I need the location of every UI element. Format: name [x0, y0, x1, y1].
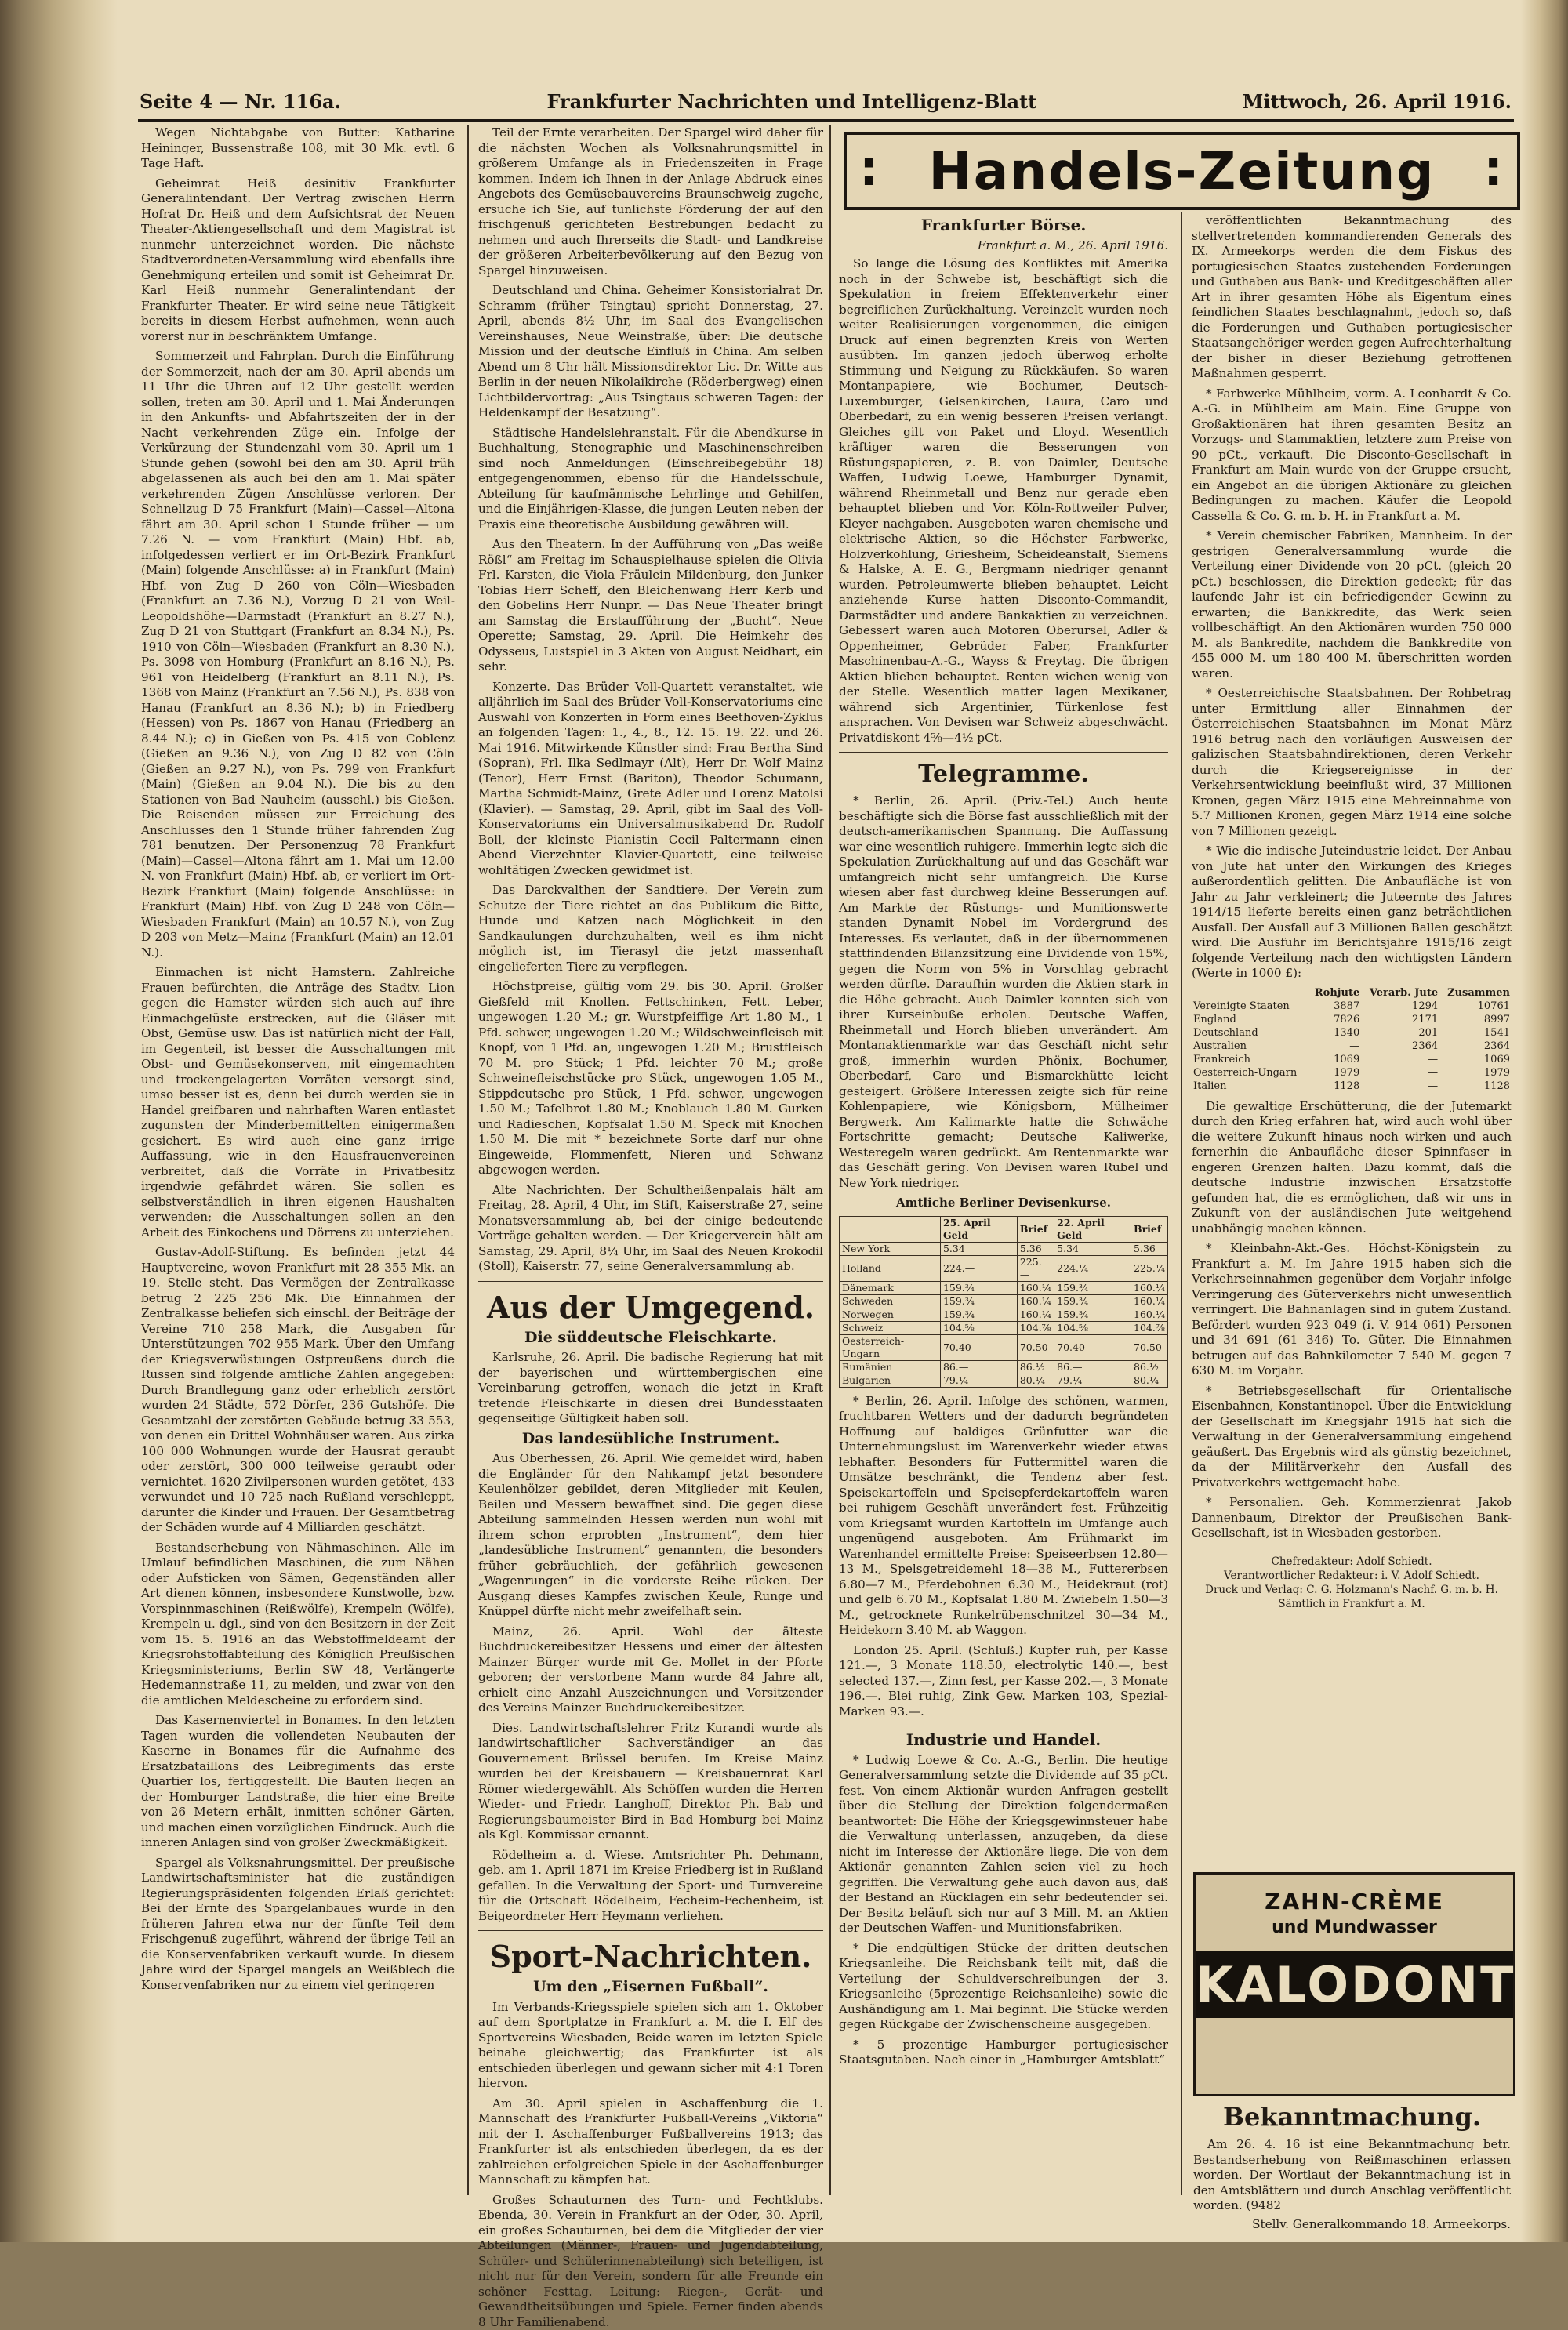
article: Das Darckvalthen der Sandtiere. Der Verein zum Schutze der Tiere richtet an das Publikum die Bitte, Hunde und Katzen nach Möglichkeit in den Sandkaulungen durchzuhalten, weil es ihm nicht möglich ist, im Tierasyl die jetzt massenhaft eingelieferten Tiere zu verpflegen.	[478, 883, 823, 974]
section-rule	[839, 752, 1168, 753]
kalodont-advertisement	[1193, 1872, 1515, 2096]
ad-line: und Mundwasser	[1196, 1918, 1513, 1937]
table-cell: Norwegen	[840, 1308, 941, 1321]
article: Im Verbands-Kriegsspiele spielen sich am 1. Oktober auf dem Sportplatze in Frankfurt a. M. die I. Elf des Sportvereins Wiesbaden, Beide waren im letzten Spiele beinahe gleichwertig; das Frankfurter ist als entschieden überlegen und gewann sicher mit 4:1 Toren hiervon.	[478, 2000, 823, 2092]
subheading: Die süddeutsche Fleischkarte.	[478, 1330, 823, 1346]
table-header-cell	[840, 1216, 941, 1242]
notice-signature: Stellv. Generalkommando 18. Armeekorps.	[1193, 2217, 1511, 2233]
table-cell: 8997	[1439, 1013, 1512, 1026]
article: Karlsruhe, 26. April. Die badische Regierung hat mit der bayerischen und württembergischen eine Vereinbarung getroffen, wonach die jetzt in Kraft tretende Fleischkarte in diesen drei Bundesstaaten gegenseitige Gültigkeit haben soll.	[478, 1350, 823, 1427]
table-cell: 79.¼	[1054, 1374, 1131, 1387]
exchange-rate-row	[840, 1281, 1168, 1294]
article: Wegen Nichtabgabe von Butter: Katharine Heininger, Bussenstraße 108, mit 30 Mk. evtl. 6 Tage Haft.	[141, 125, 455, 172]
section-heading-umgegend: Aus der Umgegend.	[478, 1290, 823, 1326]
subheading: Das landesübliche Instrument.	[478, 1432, 823, 1447]
table-cell: 224.—	[940, 1255, 1017, 1281]
table-cell: 201	[1361, 1026, 1439, 1040]
article: * Ludwig Loewe & Co. A.-G., Berlin. Die heutige Generalversammlung setzte die Dividende auf 35 pCt. fest. Von einem Aktionär wurden Anfragen gestellt über die Stellung der Direktion folgendermaßen beantwortet: Die Höhe der Kriegsgewinnsteuer habe die Verwaltung unterlassen, anzugeben, da diese nicht im Interesse der Aktionäre liege. Die von dem Aktionär genannten Zahlen seien viel zu hoch gegriffen. Die Verwaltung gehe auch davon aus, daß der Bestand an Rücklagen ein sehr bedeutender sei. Der Besitz beläuft sich nur auf 3 Mill. M. an Aktien der Deutschen Waffen- und Munitionsfabriken.	[839, 1753, 1168, 1936]
article: So lange die Lösung des Konfliktes mit Amerika noch in der Schwebe ist, beschäftigt sich die Spekulation in freiem Effektenverkehr einer begreiflichen Zurückhaltung. Vereinzelt wurden noch weiter Realisierungen vorgenommen, die einigen Druck auf einen begrenzten Kreis von Werten ausübten. Im ganzen jedoch überwog erholte Stimmung und Neigung zu Rückkäufen. So waren Montanpapiere, wie Bochumer, Deutsch-Luxemburger, Gelsenkirchen, Laura, Caro und Oberbedarf, zu ein wenig besseren Preisen verlangt. Gleiches gilt von Paket und Lloyd. Wesentlich kräftiger waren die Besserungen von Rüstungspapieren, z. B. von Daimler, Deutsche Waffen, Ludwig Loewe, Hamburger Dynamit, während Rheinmetall und Benz nur gerade eben behauptet blieben und Vor. Köln-Rottweiler Pulver, Kleyer nachgaben. Ausgeboten waren chemische und elektrische Aktien, so die Höchster Farbwerke, Holzverkohlung, Griesheim, Scheideanstalt, Siemens & Halske, A. E. G., Bergmann niedriger genannt wurden. Petroleumwerte blieben behauptet. Leicht anziehende Kurse hatten Disconto-Commandit, Darmstädter und andere Bankaktien zu verzeichnen. Gebessert waren auch Motoren Oberursel, Adler & Oppenheimer, Gebrüder Faber, Frankfurter Maschinenbau-A.-G., Wayss & Freytag. Die übrigen Aktien blieben behauptet. Renten wichen wenig von der Stelle. Wesentlich matter lagen Mexikaner, während sich Argentinier, Türkenlose fest ansprachen. Von Devisen war Schweiz abgeschwächt. Privatdiskont 4⅝—4½ pCt.	[839, 256, 1168, 746]
table-cell: Dänemark	[840, 1281, 941, 1294]
table-cell: 70.50	[1131, 1334, 1168, 1360]
column-divider	[467, 125, 469, 2195]
article: Spargel als Volksnahrungsmittel. Der preußische Landwirtschaftsminister hat die zuständigen Regierungspräsidenten folgenden Erlaß gerichtet: Bei der Ernte des Spargelanbaues wurde in den früheren Jahren etwa nur der fünfte Teil dem Frischgenuß zugeführt, während der übrige Teil an die Konservenfabriken verkauft wurde. In diesem Jahre wird der Spargel mangels an Weißblech die Konservenfabriken nur zu einem viel geringeren	[141, 1856, 455, 1994]
table-cell: 159.¾	[1054, 1294, 1131, 1308]
table-cell: Australien	[1192, 1040, 1308, 1053]
table-cell: 159.¾	[1054, 1281, 1131, 1294]
article: Großes Schauturnen des Turn- und Fechtklubs. Ebenda, 30. Verein in Frankfurt an der Oder, 30. April, ein großes Schauturnen, bei dem die Mitglieder der vier Abteilungen (Männer-, Frauen- und Jugendabteilung, Schüler- und Schülerinnenabteilung) sich beteiligen, ist nicht nur für den Verein, sondern für alle Freunde ein schöner Festtag. Leitung: Riegen-, Gerät- und Gewandtheitsübungen und Spiele. Ferner finden abends 8 Uhr Familienabend.	[478, 2193, 823, 2330]
table-cell: 70.40	[1054, 1334, 1131, 1360]
table-cell: 160.¼	[1017, 1281, 1054, 1294]
column-2	[478, 125, 823, 2203]
table-cell: 7826	[1308, 1013, 1361, 1026]
table-cell: 5.34	[940, 1242, 1017, 1255]
table-cell: 225.—	[1017, 1255, 1054, 1281]
table-cell: 104.⅝	[940, 1321, 1017, 1334]
article: * Berlin, 26. April. Infolge des schönen, warmen, fruchtbaren Wetters und der dadurch begründeten Hoffnung auf baldiges Grünfutter war die Unternehmungslust im Warenverkehr wieder etwas lebhafter. Besonders für Futtermittel waren die Umsätze beschränkt, die Tendenz aber fest. Speisekartoffeln und Speisepferdekartoffeln waren bei ruhigem Geschäft unverändert fest. Frühzeitig vom Kriegsamt wurden Kartoffeln im Umfange auch ungenügend ausgeboten. Am Frühmarkt im Warenhandel ermittelte Preise: Speiseerbsen 12.80—13 M., Spelsgetreidemehl 18—38 M., Futtererbsen 6.80—7 M., Pferdebohnen 6.30 M., Heidekraut (rot) und gelb 6.70 M., Kopfsalat 1.80 M. Zwiebeln 1.50—3 M., getrocknete Runkelrübenschnitzel 30—34 M., Heidekorn 3.40 M. ab Waggon.	[839, 1394, 1168, 1639]
table-header-cell: Rohjute	[1308, 986, 1361, 1000]
table-cell: 86.½	[1131, 1360, 1168, 1374]
exchange-rate-row	[840, 1294, 1168, 1308]
table-cell: Rumänien	[840, 1360, 941, 1374]
section-heading-sport: Sport-Nachrichten.	[478, 1939, 823, 1975]
table-cell: Vereinigte Staaten	[1192, 1000, 1308, 1013]
table-header-cell: Zusammen	[1439, 986, 1512, 1000]
article: * Personalien. Geh. Kommerzienrat Jakob Dannenbaum, Direktor der Preußischen Bank-Gesellschaft, ist in Wiesbaden gestorben.	[1192, 1495, 1512, 1541]
article: Dies. Landwirtschaftslehrer Fritz Kurandi wurde als landwirtschaftlicher Sachverständiger an das Gouvernement Brüssel berufen. Im Kreise Mainz wurden bei der Kreisbauern — Kreisbauernrat Karl Römer wiedergewählt. Als Schöffen wurden die Herren Wieder- und Friedr. Langhoff, Direktor Ph. Bab und Regierungsbaumeister Bird in Bad Homburg bei Mainz als Kgl. Kommissar ernannt.	[478, 1721, 823, 1843]
table-cell: 160.¼	[1131, 1281, 1168, 1294]
table-header-row	[840, 1216, 1168, 1242]
table-cell: 2171	[1361, 1013, 1439, 1026]
table-cell: Oesterreich-Ungarn	[840, 1334, 941, 1360]
article: * Verein chemischer Fabriken, Mannheim. In der gestrigen Generalversammlung wurde die Verteilung einer Dividende von 20 pCt. (gleich 20 pCt.) beschlossen, die Direktion gedeckt; für das laufende Jahr ist ein befriedigender Gewinn zu erwarten; die Bankkredite, das Werk seien vollbeschäftigt. An den Aktionären wurden 750 000 M. als Bankredite, nachdem die Bankkredite von 455 000 M. um 180 400 M. überschritten worden waren.	[1192, 528, 1512, 681]
notice-text: Am 26. 4. 16 ist eine Bekanntmachung betr. Bestandserhebung von Reißmaschinen erlassen worden. Der Wortlaut der Bekanntmachung ist in den Amtsblättern und durch Anschlag veröffentlicht worden. (9482	[1193, 2137, 1511, 2214]
exchange-rate-row	[840, 1360, 1168, 1374]
article: * Berlin, 26. April. (Priv.-Tel.) Auch heute beschäftigte sich die Börse fast ausschließlich mit der deutsch-amerikanischen Spannung. Die Auffassung war eine wesentlich ruhigere. Immerhin legte sich die Spekulation Zurückhaltung auf und das Geschäft war umfangreich nicht sehr umfangreich. Die Kurse wiesen aber fast durchweg kleine Besserungen auf. Am Markte der Rüstungs- und Munitionswerte standen Dynamit Nobel im Vordergrund des Interesses. Es verlautet, daß in der übernommenen stattfindenden Bilanzsitzung eine Dividende von 15%, gegen die Norm von 5% in Vorschlag gebracht werden dürfte. Daraufhin wurden die Aktien stark in die Höhe gebracht. Auch Daimler konnten sich von ihrer Kurseinbuße erholen. Deutsche Waffen, Rheinmetall und Horch blieben unverändert. Am Montanaktienmarkte war das Geschäft nicht sehr groß, immerhin wurden Phönix, Bochumer, Oberbedarf, Caro und Bismarckhütte leicht gesteigert. Größere Interessen zeigte sich für reine Kohlenpapiere, wie Königsborn, Mülheimer Bergwerk. Am Kalimarkte hatte die Schwäche Fortschritte gemacht; Deutsche Kaliwerke, Westeregeln waren gedrückt. Am Rentenmarkte war das Geschäft gering. Von Devisen waren Rubel und New York niedriger.	[839, 793, 1168, 1191]
subheading: Um den „Eisernen Fußball“.	[478, 1980, 823, 1995]
article: * Betriebsgesellschaft für Orientalische Eisenbahnen, Konstantinopel. Über die Entwicklung der Gesellschaft im Kriegsjahr 1915 hat sich die Verwaltung in der Generalversammlung eingehend geäußert. Das Ergebnis wird als günstig bezeichnet, da der Militärverkehr den Ausfall des Privatverkehrs wettgemacht habe.	[1192, 1384, 1512, 1491]
section-rule	[478, 1930, 823, 1931]
page-header	[140, 85, 1512, 118]
newspaper-title: Frankfurter Nachrichten und Intelligenz-Blatt	[546, 90, 1036, 113]
article: veröffentlichten Bekanntmachung des stellvertretenden kommandierenden Generals des IX. Armeekorps werden die dem Fiskus des portugiesischen Staates zustehenden Forderungen und Guthaben aus Bank- und Kreditgeschäften aller Art in ihrer gesamten Höhe als Eigentum eines feindlichen Staates beschlagnahmt, jedoch so, daß die Forderungen und Guthaben portugiesischer Staatsangehöriger werden gegen Aufrechterhaltung der bisher in dieser Beziehung getroffenen Maßnahmen gesperrt.	[1192, 213, 1512, 382]
column-3	[839, 213, 1168, 2205]
jute-row	[1192, 1000, 1512, 1013]
table-cell: 86.—	[1054, 1360, 1131, 1374]
page-number: Seite 4 — Nr. 116a.	[140, 90, 341, 113]
masthead-title: Handels-Zeitung	[928, 141, 1435, 201]
jute-row	[1192, 1013, 1512, 1026]
table-cell: Oesterreich-Ungarn	[1192, 1066, 1308, 1080]
column-4	[1192, 213, 1512, 1867]
article: Am 30. April spielen in Aschaffenburg die 1. Mannschaft des Frankfurter Fußball-Vereins „Viktoria“ mit der I. Aschaffenburger Fußballvereins 1913; das Frankfurter ist als entschieden überlegen, da es der zahlreichen erfolgreichen Spiele in der Aschaffenburger Mannschaft zu kämpfen hat.	[478, 2096, 823, 2188]
table-cell: 70.40	[940, 1334, 1017, 1360]
table-cell: 5.36	[1131, 1242, 1168, 1255]
issue-date: Mittwoch, 26. April 1916.	[1243, 90, 1512, 113]
table-header-cell: Brief	[1131, 1216, 1168, 1242]
table-title: Amtliche Berliner Devisenkurse.	[839, 1196, 1168, 1211]
jute-export-table	[1192, 986, 1512, 1093]
section-heading-industrie: Industrie und Handel.	[839, 1733, 1168, 1748]
column-1	[141, 125, 455, 2203]
article: * Oesterreichische Staatsbahnen. Der Rohbetrag unter Ermittlung aller Einnahmen der Österreichischen Staatsbahnen im Monat März 1916 betrug nach den vorläufigen Ausweisen der galizischen Staatsbahndirektionen, deren Verkehr durch die Kriegsereignisse in der Verkehrsentwicklung beeinflußt wird, 37 Millionen Kronen, gegen März 1915 eine Mehreinnahme von 5.7 Millionen Kronen, gegen März 1914 eine solche von 7 Millionen gezeigt.	[1192, 686, 1512, 839]
table-cell: 159.¾	[940, 1281, 1017, 1294]
article: Einmachen ist nicht Hamstern. Zahlreiche Frauen befürchten, die Anträge des Stadtv. Lion gegen die Hamster würden sich auch auf ihre Einmachgelüste erstrecken, auf die Gläser mit Obst, Gemüse usw. Das ist natürlich nicht der Fall, im Gegenteil, ist besser die Ausschaltungen mit Obst- und Gemüsekonserven, mit eingemachten und trockengelagerten Vorräten versorgt sind, umso besser ist es, denn bei durch werden sie in Handel greifbaren und nahrhaften Waren entlastet zugunsten der Minderbemittelten einigermaßen gesichert. Es wird auch eine ganz irrige Auffassung, wie in den Hausfrauenvereinen verbreitet, daß die Vorräte in Privatbesitz irgendwie gefährdet wären. Sie sollen es selbstverständlich in ihren eigenen Haushalten verwenden; die Ausschaltungen sollen an den Arbeit des Einkochens und Dörrens zu unterziehen.	[141, 965, 455, 1240]
table-cell: 86.½	[1017, 1360, 1054, 1374]
table-cell: —	[1308, 1040, 1361, 1053]
jute-row	[1192, 1066, 1512, 1080]
article: Gustav-Adolf-Stiftung. Es befinden jetzt 44 Hauptvereine, wovon Frankfurt mit 28 355 Mk. an 19. Stelle steht. Das Vermögen der Zentralkasse betrug 2 225 256 Mk. Die Einnahmen der Zentralkasse beliefen sich einschl. der Beiträge der Vereine 710 258 Mark, die Ausgaben für Unterstützungen 702 955 Mark. Über den Umfang der Kriegsverwüstungen Ostpreußens durch die Russen sind folgende amtliche Zahlen angegeben: Durch Brandlegung ganz oder erheblich zerstört wurden 24 Städte, 572 Dörfer, 236 Gutshöfe. Die Gesamtzahl der zerstörten Gebäude betrug 33 553, von denen ein Drittel Wohnhäuser waren. Aus zirka 100 000 Wohnungen wurde der Hausrat geraubt oder zerstört, 300 000 teilweise geraubt oder vernichtet. 1620 Zivilpersonen wurden getötet, 433 verwundet und 10 725 nach Rußland verschleppt, darunter die Kinder und Frauen. Der Gesamtbetrag der Schäden wurde auf 4 Milliarden geschätzt.	[141, 1245, 455, 1536]
table-header-cell: Brief	[1017, 1216, 1054, 1242]
article: * Wie die indische Juteindustrie leidet. Der Anbau von Jute hat unter den Wirkungen des Krieges außerordentlich gelitten. Die Anbaufläche ist von Jahr zu Jahr verkleinert; die Juteernte des Jahres 1914/15 lieferte bereits einen ganz beträchtlichen Ausfall. Der Ausfall auf 3 Millionen Ballen geschätzt wird. Die Ausfuhr im Berichtsjahre 1915/16 zeigt folgende Verteilung nach den wichtigsten Ländern (Werte in 1000 £):	[1192, 844, 1512, 982]
table-header-cell: Verarb. Jute	[1361, 986, 1439, 1000]
table-cell: Schweiz	[840, 1321, 941, 1334]
table-cell: 79.¼	[940, 1374, 1017, 1387]
table-cell: 160.¼	[1131, 1294, 1168, 1308]
table-cell: New York	[840, 1242, 941, 1255]
article: Städtische Handelslehranstalt. Für die Abendkurse in Buchhaltung, Stenographie und Maschinenschreiben sind noch Anmeldungen (Einschreibegebühr 18) entgegengenommen, ebenso für die Handelsschule, Abteilung für kaufmännische Lehrlinge und Gehilfen, und die Einjährigen-Klasse, die jungen Leuten neben der Praxis eine theoretische Ausbildung gewähren will.	[478, 426, 823, 533]
jute-row	[1192, 1040, 1512, 1053]
table-cell: 1541	[1439, 1026, 1512, 1040]
article: Bestandserhebung von Nähmaschinen. Alle im Umlauf befindlichen Maschinen, die zum Nähen oder Aufsticken von Sämen, Gegenständen aller Art dienen können, insbesondere Kunstwolle, bzw. Vorspinnmaschinen (Reißwölfe), Krempeln (Wölfe), Krempeln u. dgl., sind von den Besitzern in der Zeit vom 15. 5. 1916 an das Webstoffmeldeamt der Kriegsrohstoffabteilung des Königlich Preußischen Kriegsministeriums, Berlin SW 48, Verlängerte Hedemannstraße 11, zu melden, und zwar von den die amtlichen Meldescheine zu erfordern sind.	[141, 1541, 455, 1709]
section-heading-boerse: Frankfurter Börse.	[839, 218, 1168, 234]
article: * Die endgültigen Stücke der dritten deutschen Kriegsanleihe. Die Reichsbank teilt mit, daß die Verteilung der Schuldverschreibungen der 3. Kriegsanleihe (5prozentige Reichsanleihe) sowie die Aushändigung am 1. Mai beginnt. Die Stücke werden gegen Rückgabe der Zwischenscheine ausgegeben.	[839, 1941, 1168, 2033]
section-heading-telegramme: Telegramme.	[839, 760, 1168, 789]
ad-line: ZAHN-CRÈME	[1196, 1889, 1513, 1914]
table-cell: 160.¼	[1017, 1308, 1054, 1321]
table-cell: 10761	[1439, 1000, 1512, 1013]
exchange-rate-row	[840, 1334, 1168, 1360]
header-rule	[138, 119, 1514, 122]
table-cell: Frankreich	[1192, 1053, 1308, 1066]
article: Geheimrat Heiß desinitiv Frankfurter Generalintendant. Der Vertrag zwischen Herrn Hofrat Dr. Heiß und dem Aufsichtsrat der Neuen Theater-Aktiengesellschaft und dem Magistrat ist nunmehr unterzeichnet worden. Die nächste Stadtverordneten-Versammlung wird ebenfalls ihre Genehmigung erteilen und somit ist Geheimrat Dr. Karl Heiß nunmehr Generalintendant der Frankfurter Theater. Er wird seine neue Tätigkeit bereits in diesem Herbst aufnehmen, wenn auch vorerst nur in beschränktem Umfange.	[141, 176, 455, 345]
masthead-ornament: :	[859, 140, 880, 197]
table-header-cell: 25. April Geld	[940, 1216, 1017, 1242]
table-cell: —	[1361, 1080, 1439, 1093]
column-divider	[1181, 212, 1182, 2195]
table-cell: 104.⅝	[1054, 1321, 1131, 1334]
article: Teil der Ernte verarbeiten. Der Spargel wird daher für die nächsten Wochen als Volksnahrungsmittel in größerem Umfange als in Friedenszeiten in Frage kommen. Indem ich Ihnen in der Anlage Abdruck eines Angebots des Gemüsebauvereins Braunschweig zugehe, ersuche ich Sie, auf tunlichste Förderung der auf den frischgenuß gerichteten Bestrebungen bedacht zu nehmen und auch Ihrerseits die Stadt- und Landkreise der größeren Arbeiterbevölkerung auf den Bezug von Spargel hinzuweisen.	[478, 125, 823, 278]
table-cell: Schweden	[840, 1294, 941, 1308]
imprint-line: Chefredakteur: Adolf Schiedt.	[1192, 1555, 1512, 1569]
table-cell: 1128	[1308, 1080, 1361, 1093]
exchange-rate-table	[839, 1216, 1168, 1388]
notice-title: Bekanntmachung.	[1193, 2101, 1511, 2132]
article: London 25. April. (Schluß.) Kupfer ruh, per Kasse 121.—, 3 Monate 118.50, electrolytic 140.—, best selected 137.—, Zinn fest, per Kasse 202.—, 3 Monate 196.—. Blei ruhig, Zink Gew. Marken 103, Spezial-Marken 93.—.	[839, 1643, 1168, 1720]
exchange-rate-row	[840, 1374, 1168, 1387]
jute-row	[1192, 1053, 1512, 1066]
table-cell: 3887	[1308, 1000, 1361, 1013]
table-cell: 80.¼	[1017, 1374, 1054, 1387]
article: Das Kasernenviertel in Bonames. In den letzten Tagen wurden die vollendeten Neubauten der Kaserne in Bonames für die Aufnahme des Ersatzbataillons des Leibregiments das erste Quartier los, fertiggestellt. Die Bauten liegen an der Homburger Landstraße, die hier eine Breite von 26 Metern erhält, inmitten schöner Gärten, und machen einen vorzüglichen Eindruck. Auch die inneren Anlagen sind von großer Zweckmäßigkeit.	[141, 1713, 455, 1851]
article: * 5 prozentige Hamburger portugiesischer Staatsgutaben. Nach einer in „Hamburger Amtsblatt“	[839, 2038, 1168, 2068]
exchange-rate-row	[840, 1308, 1168, 1321]
table-cell: 1340	[1308, 1026, 1361, 1040]
table-cell: 1069	[1439, 1053, 1512, 1066]
table-cell: 159.¾	[1054, 1308, 1131, 1321]
article: Sommerzeit und Fahrplan. Durch die Einführung der Sommerzeit, nach der am 30. April abends um 11 Uhr die Uhren auf 12 Uhr gestellt werden sollen, treten am 30. April und 1. Mai Änderungen in den Ankunfts- und Abfahrtszeiten der in der Nacht verkehrenden Züge ein. Infolge der Verkürzung der Stundenzahl vom 30. April um 1 Stunde gehen (sowohl bei den am 30. April früh abgelassenen als auch bei den am 1. Mai später verkehrenden Zügen Anschlüsse verloren. Der Schnellzug D 75 Frankfurt (Main)—Cassel—Altona fährt am 30. April schon 1 Stunde früher — um 7.26 N. — vom Frankfurt (Main) Hbf. ab, infolgedessen verliert er im Ort-Bezirk Frankfurt (Main) folgende Anschlüsse: a) in Frankfurt (Main) Hbf. von Zug D 260 von Cöln—Wiesbaden (Frankfurt an 7.36 N.), Vorzug D 21 von Weil-Leopoldshöhe—Darmstadt (Frankfurt an 8.27 N.), Zug D 21 von Stuttgart (Frankfurt an 8.34 N.), Ps. 1910 von Cöln—Wiesbaden (Frankfurt an 8.30 N.), Ps. 3098 von Homburg (Frankfurt an 8.16 N.), Ps. 961 von Heidelberg (Frankfurt an 8.11 N.), Ps. 1368 von Mainz (Frankfurt an 7.56 N.), Ps. 838 von Hanau (Frankfurt an 8.36 N.); b) in Friedberg (Hessen) von Ps. 1867 von Hanau (Friedberg an 8.44 N.); c) in Gießen von Ps. 415 von Coblenz (Gießen an 9.36 N.), von Zug D 82 von Cöln (Gießen an 9.27 N.), von Ps. 799 von Frankfurt (Main) (Gießen an 9.04 N.). Die bis zu den Stationen von Bad Nauheim (ausschl.) bis Gießen. Die Reisenden müssen zur Erreichung des Anschlusses den 1 Stunde früher fahrenden Zug 781 benutzen. Der Personenzug 78 Frankfurt (Main)—Cassel—Altona fährt am 1. Mai um 12.00 N. von Frankfurt (Main) Hbf. ab, er verliert im Ort-Bezirk Frankfurt (Main) folgende Anschlüsse: in Frankfurt (Main) Hbf. von Zug D 248 von Cöln—Wiesbaden Frankfurt (Main) an 10.57 N.), von Zug D 203 von Metz—Mainz (Frankfurt (Main) an 12.01 N.).	[141, 349, 455, 960]
table-cell: 70.50	[1017, 1334, 1054, 1360]
table-cell: Bulgarien	[840, 1374, 941, 1387]
table-cell: 1979	[1439, 1066, 1512, 1080]
table-cell: Holland	[840, 1255, 941, 1281]
table-header-row	[1192, 986, 1512, 1000]
ad-brand: KALODONT	[1196, 1951, 1513, 2018]
table-cell: 224.¼	[1054, 1255, 1131, 1281]
table-cell: 2364	[1439, 1040, 1512, 1053]
imprint-line: Druck und Verlag: C. G. Holzmann's Nachf. G. m. b. H. Sämtlich in Frankfurt a. M.	[1192, 1583, 1512, 1611]
table-cell: —	[1361, 1053, 1439, 1066]
column-divider	[829, 125, 831, 2195]
table-cell: 159.¾	[940, 1294, 1017, 1308]
exchange-rate-row	[840, 1321, 1168, 1334]
book-binding	[0, 0, 118, 2242]
article: Mainz, 26. April. Wohl der älteste Buchdruckereibesitzer Hessens und einer der ältesten Mainzer Bürger wurde mit Ge. Mollet in der Pforte geboren; der verstorbene Mann wurde 84 Jahre alt, erhielt eine Anzahl Auszeichnungen und Vorsitzender des Vereins Mainzer Buchdruckereibesitzer.	[478, 1624, 823, 1716]
article: * Kleinbahn-Akt.-Ges. Höchst-Königstein zu Frankfurt a. M. Im Jahre 1915 haben sich die Verkehrseinnahmen gegenüber dem Vorjahr infolge Verringerung des Güterverkehrs nicht unwesentlich verringert. Die Bahnanlagen sind in gutem Zustand. Befördert wurden 923 049 (i. V. 914 061) Personen und 34 691 (61 346) To. Güter. Die Einnahmen betrugen auf das Bahnkilometer 7 540 M. gegen 7 630 M. im Vorjahr.	[1192, 1241, 1512, 1379]
jute-row	[1192, 1080, 1512, 1093]
table-cell: 86.—	[940, 1360, 1017, 1374]
jute-row	[1192, 1026, 1512, 1040]
table-cell: —	[1361, 1066, 1439, 1080]
exchange-rate-row	[840, 1255, 1168, 1281]
table-cell: 104.⅞	[1131, 1321, 1168, 1334]
table-header-cell	[1192, 986, 1308, 1000]
article: Die gewaltige Erschütterung, die der Jutemarkt durch den Krieg erfahren hat, wird auch wohl über die weitere Zukunft hinaus noch wirken und auch fernerhin die Anbaufläche dieser Spinnfaser in engeren Grenzen halten. Dazu kommt, daß die deutsche Industrie inzwischen Ersatzstoffe gefunden hat, die es ermöglichen, daß wir uns in Zukunft von der ausländischen Jute weitgehend unabhängig machen können.	[1192, 1099, 1512, 1237]
exchange-rate-row	[840, 1242, 1168, 1255]
page-edge	[1521, 0, 1568, 2242]
handels-zeitung-masthead	[844, 132, 1520, 210]
article: Aus Oberhessen, 26. April. Wie gemeldet wird, haben die Engländer für den Nahkampf jetzt besondere Keulenhölzer gebildet, deren Mitglieder mit Keulen, Beilen und Messern bewaffnet sind. Die gegen diese Abteilung sammelnden Hessen werden nun wohl mit ihrem schon erprobten „Instrument“, dem hier „landesübliche Instrument“ genannten, die besonders früher gebräuchlich, der gefährlich gewesenen „Wagenrungen“ in die vorderste Reihe rücken. Der Ausgang dieses Kampfes zwischen Keule, Runge und Knüppel dürfte nicht mehr zweifelhaft sein.	[478, 1451, 823, 1620]
table-cell: 160.¼	[1131, 1308, 1168, 1321]
dateline: Frankfurt a. M., 26. April 1916.	[839, 238, 1168, 254]
table-cell: 5.34	[1054, 1242, 1131, 1255]
article: * Farbwerke Mühlheim, vorm. A. Leonhardt & Co. A.-G. in Mühlheim am Main. Eine Gruppe von Großaktionären hat ihren gesamten Besitz an Vorzugs- und Stammaktien, letztere zum Preise von 90 pCt., verkauft. Die Disconto-Gesellschaft in Frankfurt am Main wurde von der Gruppe ersucht, ein Angebot an die übrigen Aktionäre zu gleichen Bedingungen zu machen. Käufer die Leopold Cassella & Co. G. m. b. H. in Frankfurt a. M.	[1192, 387, 1512, 524]
section-rule	[478, 1281, 823, 1282]
table-cell: 80.¼	[1131, 1374, 1168, 1387]
table-cell: 1294	[1361, 1000, 1439, 1013]
masthead-ornament: :	[1483, 140, 1504, 197]
table-cell: 160.¼	[1017, 1294, 1054, 1308]
table-cell: 104.⅞	[1017, 1321, 1054, 1334]
imprint-line: Verantwortlicher Redakteur: i. V. Adolf Schiedt.	[1192, 1569, 1512, 1583]
article: Rödelheim a. d. Wiese. Amtsrichter Ph. Dehmann, geb. am 1. April 1871 im Kreise Friedberg ist in Rußland gefallen. In die Verwaltung der Sport- und Turnvereine für die Ortschaft Rödelheim, Fecheim-Fechenheim, ist Beigeordneter Herr Heymann verliehen.	[478, 1848, 823, 1925]
table-cell: 2364	[1361, 1040, 1439, 1053]
article: Aus den Theatern. In der Aufführung von „Das weiße Rößl“ am Freitag im Schauspielhause spielen die Olivia Frl. Karsten, die Viola Fräulein Mildenburg, den Junker Tobias Herr Scheff, den Bleichenwang Herr Kerb und den Gobelins Herr Nunpr. — Das Neue Theater bringt am Samstag die Erstaufführung der „Bucht“. Neue Operette; Samstag, 29. April. Die Heimkehr des Odysseus, Lustspiel in 3 Akten von August Neidhart, ein sehr.	[478, 537, 823, 675]
table-cell: 1069	[1308, 1053, 1361, 1066]
article: Alte Nachrichten. Der Schultheißenpalais hält am Freitag, 28. April, 4 Uhr, im Stift, Kaiserstraße 27, seine Monatsversammlung ab, bei der einige bedeutende Vorträge gehalten werden. — Der Kriegerverein hält am Samstag, 29. April, 8¼ Uhr, im Saal des Neuen Krokodil (Stoll), Kaiserstr. 77, seine Generalversammlung ab.	[478, 1183, 823, 1275]
table-header-cell: 22. April Geld	[1054, 1216, 1131, 1242]
table-cell: England	[1192, 1013, 1308, 1026]
imprint	[1192, 1555, 1512, 1611]
table-cell: 1979	[1308, 1066, 1361, 1080]
table-cell: 225.¼	[1131, 1255, 1168, 1281]
table-cell: Italien	[1192, 1080, 1308, 1093]
article: Deutschland und China. Geheimer Konsistorialrat Dr. Schramm (früher Tsingtau) spricht Donnerstag, 27. April, abends 8½ Uhr, im Saal des Evangelischen Vereinshauses, Neue Weinstraße, über: Die deutsche Mission und der deutsche Einfluß in China. Am selben Abend um 8 Uhr hält Missionsdirektor Lic. Dr. Witte aus Berlin in der neuen Nikolaikirche (Röderbergweg) einen Lichtbildervortrag: „Aus Tsingtaus schweren Tagen: der Heldenkampf der Besatzung“.	[478, 283, 823, 421]
article: Höchstpreise, gültig vom 29. bis 30. April. Großer Gießfeld mit Knollen. Fettschinken, Fett. Leber, ungewogen 1.20 M.; gr. Wurstpfeiffige Art 1.80 M., 1 Pfd. schwer, ungewogen 1.20 M.; Wildschweinfleisch mit Knopf, von 1 Pfd. an, ungewogen 1.20 M.; Brustfleisch 70 M. pro Stück; 1 Pfd. leichter 70 M.; große Schweinefleischstücke pro Stück, ungewogen 1.05 M., Stippdeutsche pro Stück, 1 Pfd. schwer, ungewogen 1.50 M.; Tafelbrot 1.80 M.; Knoblauch 1.80 M. Gurken und Radieschen, Kopfsalat 1.50 M. Speck mit Knochen 1.50 M. Die mit * bezeichnete Sorte darf nur ohne Eingeweide, Flommenfett, Nieren und Schwanz abgewogen werden.	[478, 979, 823, 1178]
table-cell: Deutschland	[1192, 1026, 1308, 1040]
official-notice	[1193, 2101, 1511, 2234]
table-cell: 1128	[1439, 1080, 1512, 1093]
table-cell: 159.¾	[940, 1308, 1017, 1321]
table-cell: 5.36	[1017, 1242, 1054, 1255]
article: Konzerte. Das Brüder Voll-Quartett veranstaltet, wie alljährlich im Saal des Brüder Voll-Konservatoriums eine Auswahl von Konzerten in Form eines Beethoven-Zyklus an folgenden Tagen: 1., 4., 8., 12. 15. 19. 22. und 26. Mai 1916. Mitwirkende Künstler sind: Frau Bertha Sind (Sopran), Frl. Ilka Sedlmayr (Alt), Herr Dr. Wolf Mainz (Tenor), Herr Ernst (Bariton), Theodor Schumann, Martha Schmidt-Mainz, Grete Adler und Lorenz Matolsi (Klavier). — Samstag, 29. April, gibt im Saal des Voll-Konservatoriums ein Universalmusikabend Dr. Rudolf Boll, der kleinste Pianistin Cecil Paltermann einen Abend Vierzehnter Klavier-Quartett, eine teilweise wohltätigen Zwecken gewidmet ist.	[478, 680, 823, 879]
